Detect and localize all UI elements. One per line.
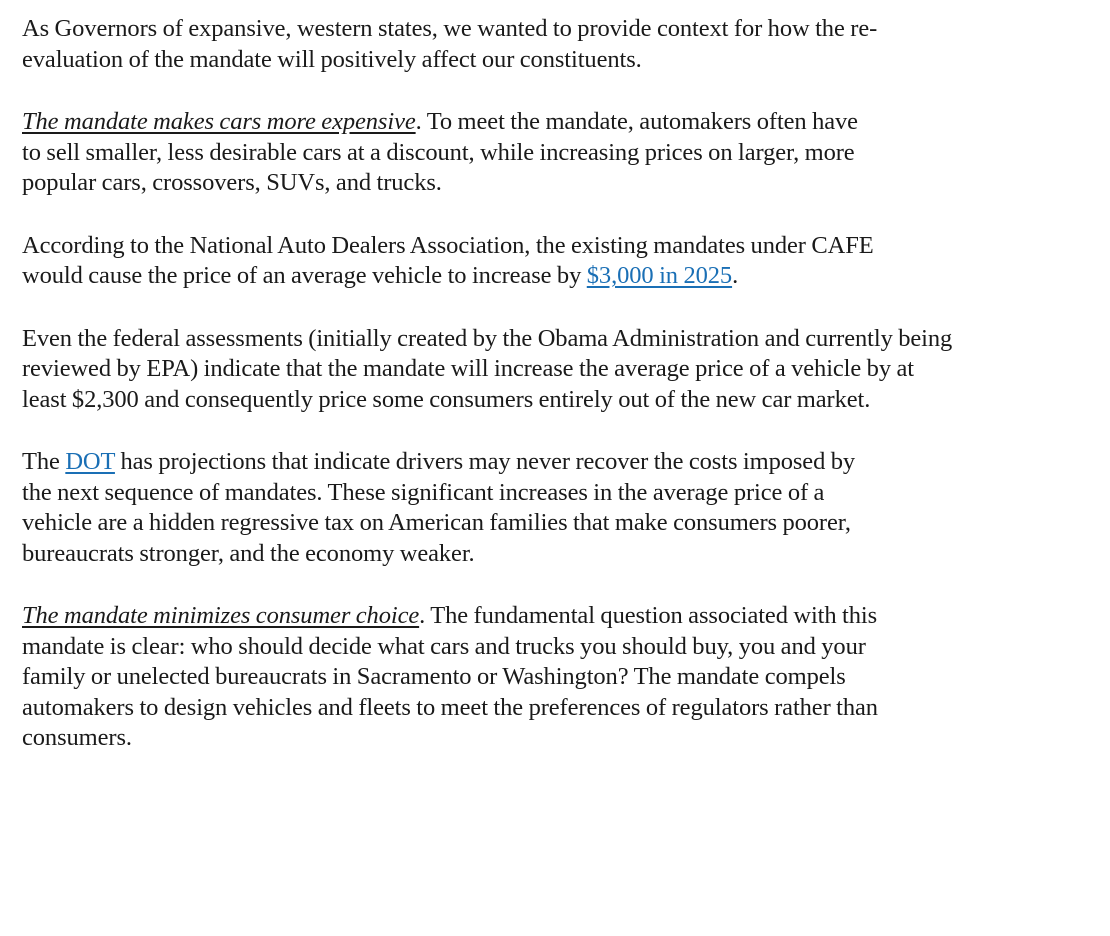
- dot-link[interactable]: DOT: [65, 448, 115, 475]
- text-line: automakers to design vehicles and fleets to meet the preferences of regulators rather than: [22, 693, 878, 721]
- paragraph-dot: [22, 447, 1080, 569]
- text-line: vehicle are a hidden regressive tax on American families that make consumers poorer,: [22, 509, 851, 536]
- text-line: [22, 601, 1080, 632]
- section-heading-choice: The mandate minimizes consumer choice: [22, 602, 420, 629]
- text-line: [22, 107, 1080, 138]
- text-line: mandate is clear: who should decide what cars and trucks you should buy, you and your: [22, 632, 866, 660]
- text-line: least $2,300 and consequently price some consumers entirely out of the new car market.: [22, 385, 871, 413]
- text-span: . To meet the mandate, automakers often have: [415, 108, 858, 135]
- section-heading-expensive: The mandate makes cars more expensive: [22, 108, 416, 135]
- text-line: consumers.: [22, 724, 132, 751]
- price-increase-link[interactable]: $3,000 in 2025: [586, 262, 733, 289]
- paragraph-intro: [22, 14, 1080, 75]
- text-line: popular cars, crossovers, SUVs, and trucks.: [22, 169, 442, 196]
- paragraph-nada: [22, 231, 1080, 292]
- text-line: [22, 261, 1080, 292]
- text-span: has projections that indicate drivers may never recover the costs imposed by: [114, 448, 856, 475]
- text-line: to sell smaller, less desirable cars at a discount, while increasing prices on larger, more: [22, 138, 855, 166]
- text-line: According to the National Auto Dealers Association, the existing mandates under CAFE: [22, 231, 874, 259]
- text-line: bureaucrats stronger, and the economy weaker.: [22, 539, 475, 567]
- text-line: family or unelected bureaucrats in Sacramento or Washington? The mandate compels: [22, 663, 846, 690]
- text-line: evaluation of the mandate will positively affect our constituents.: [22, 45, 642, 73]
- text-span: . The fundamental question associated with this: [419, 602, 878, 629]
- paragraph-choice: [22, 601, 1080, 754]
- paragraph-federal: [22, 324, 1080, 416]
- text-span: The: [22, 448, 66, 475]
- text-span: .: [732, 262, 739, 289]
- text-span: would cause the price of an average vehicle to increase by: [22, 262, 587, 289]
- text-line: [22, 447, 1080, 478]
- text-line: the next sequence of mandates. These significant increases in the average price of a: [22, 478, 825, 506]
- text-line: Even the federal assessments (initially created by the Obama Administration and currently being: [22, 324, 953, 352]
- text-line: reviewed by EPA) indicate that the mandate will increase the average price of a vehicle by at: [22, 355, 914, 382]
- paragraph-expensive: [22, 107, 1080, 199]
- text-line: As Governors of expansive, western states, we wanted to provide context for how the re-: [22, 15, 878, 42]
